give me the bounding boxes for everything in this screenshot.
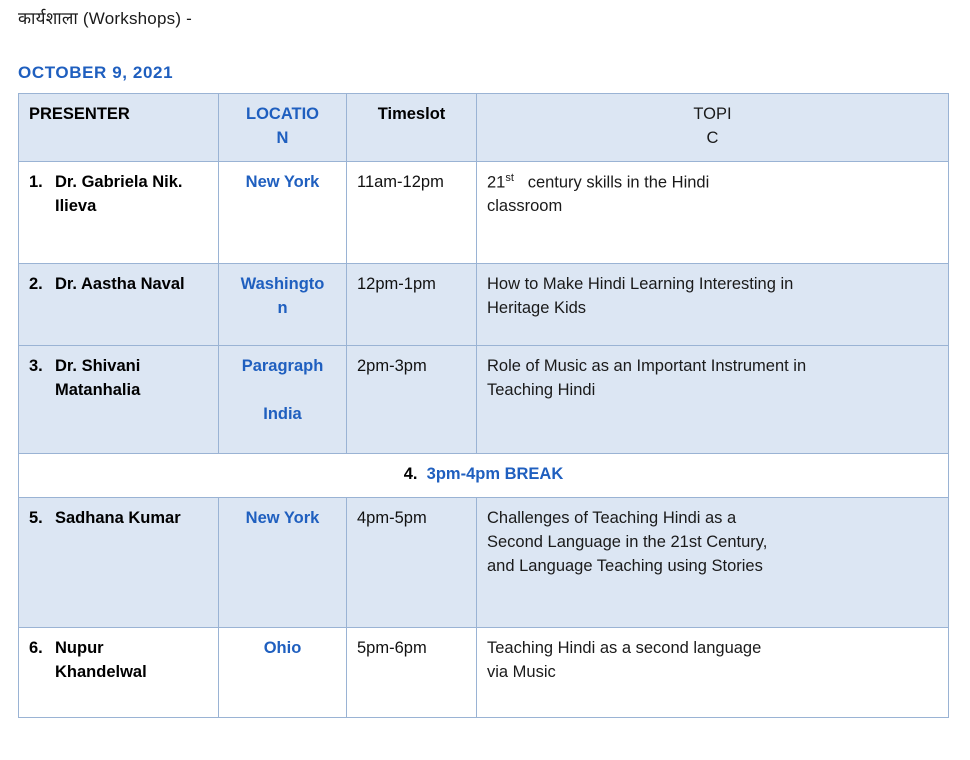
location-cell: New York — [219, 497, 347, 627]
topic-line: Challenges of Teaching Hindi as a — [487, 508, 737, 527]
column-header-location-line2: N — [276, 128, 289, 147]
break-row-number: 4. — [403, 464, 418, 483]
workshops-heading: कार्यशाला (Workshops) - — [18, 9, 192, 28]
timeslot-cell: 4pm-5pm — [347, 497, 477, 627]
topic-cell — [477, 497, 949, 627]
table-row — [19, 497, 949, 627]
break-label: 3pm-4pm BREAK — [426, 464, 564, 483]
row-number: 1. — [29, 172, 43, 191]
presenter-name: Dr. Aastha Naval — [55, 274, 185, 293]
location-line1: Paragraph — [241, 356, 324, 375]
topic-cell — [477, 161, 949, 263]
presenter-cell — [19, 497, 219, 627]
location-cell: New York — [219, 161, 347, 263]
table-header-row — [19, 94, 949, 162]
topic-line: Role of Music as an Important Instrument in — [487, 356, 807, 375]
presenter-cell — [19, 263, 219, 345]
column-header-topic-line1: TOPI — [693, 105, 732, 123]
presenter-name: Dr. Shivani Matanhalia — [55, 356, 141, 399]
presenter-name: Dr. Gabriela Nik. Ilieva — [55, 172, 183, 215]
column-header-topic-line2: C — [706, 128, 719, 147]
topic-line: Heritage Kids — [487, 298, 587, 317]
topic-ordinal-suffix: st — [505, 171, 514, 184]
topic-line: via Music — [487, 662, 556, 681]
presenter-cell — [19, 627, 219, 717]
table-row — [19, 345, 949, 453]
table-row — [19, 627, 949, 717]
column-header-location — [219, 94, 347, 162]
column-header-timeslot: Timeslot — [347, 94, 477, 162]
timeslot-cell: 11am-12pm — [347, 161, 477, 263]
location-line1: Washingto — [240, 274, 325, 293]
row-number: 6. — [29, 638, 43, 657]
topic-line: classroom — [487, 197, 563, 216]
timeslot-cell: 12pm-1pm — [347, 263, 477, 345]
column-header-topic — [477, 94, 949, 162]
presenter-cell — [19, 345, 219, 453]
presenter-name: Sadhana Kumar — [55, 508, 181, 527]
row-number: 3. — [29, 356, 43, 375]
topic-line-rest: century skills in the Hindi — [527, 173, 710, 192]
table-row — [19, 263, 949, 345]
table-row — [19, 161, 949, 263]
topic-line — [487, 171, 938, 195]
break-cell — [19, 453, 949, 497]
location-line2: India — [263, 404, 302, 423]
topic-cell — [477, 627, 949, 717]
location-cell: Ohio — [219, 627, 347, 717]
timeslot-cell: 2pm-3pm — [347, 345, 477, 453]
topic-ordinal-number: 21 — [487, 173, 506, 192]
topic-cell — [477, 345, 949, 453]
workshop-schedule-table — [18, 93, 949, 718]
row-number: 5. — [29, 508, 43, 527]
topic-cell — [477, 263, 949, 345]
topic-line: and Language Teaching using Stories — [487, 556, 763, 575]
presenter-name: Nupur Khandelwal — [55, 638, 147, 681]
table-body — [19, 161, 949, 717]
location-cell — [219, 263, 347, 345]
presenter-cell — [19, 161, 219, 263]
break-row — [19, 453, 949, 497]
topic-line: Teaching Hindi — [487, 380, 596, 399]
timeslot-cell: 5pm-6pm — [347, 627, 477, 717]
topic-line: How to Make Hindi Learning Interesting in — [487, 274, 794, 293]
topic-line: Teaching Hindi as a second language — [487, 638, 762, 657]
column-header-location-line1: LOCATIO — [245, 105, 320, 123]
date-heading: OCTOBER 9, 2021 — [18, 63, 174, 82]
location-line2: n — [277, 298, 288, 317]
topic-line: Second Language in the 21st Century, — [487, 532, 768, 551]
location-cell — [219, 345, 347, 453]
column-header-presenter: PRESENTER — [19, 94, 219, 162]
table-header — [19, 94, 949, 162]
row-number: 2. — [29, 274, 43, 293]
